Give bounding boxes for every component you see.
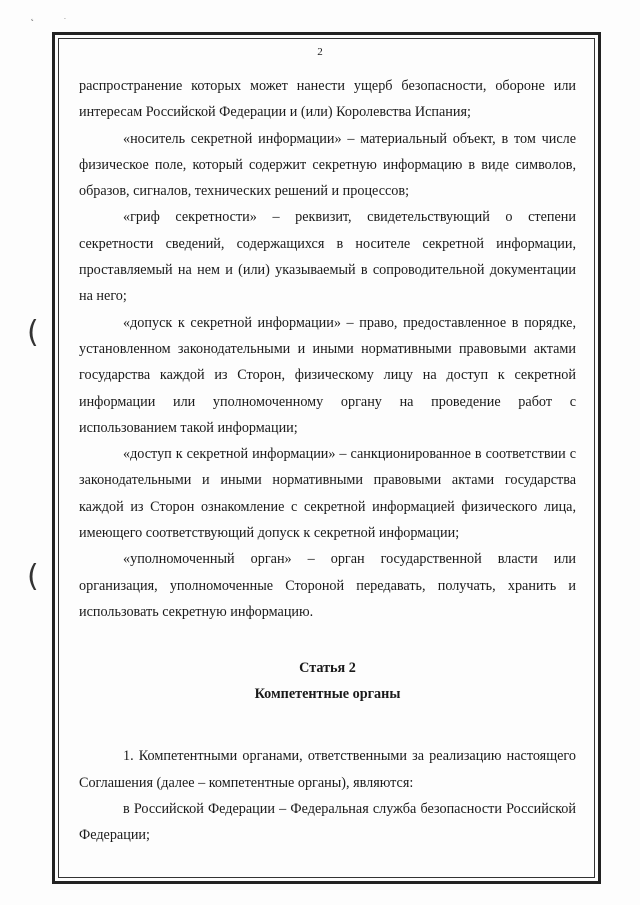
page-number: 2 (317, 46, 323, 58)
definition-paragraph: «гриф секретности» – реквизит, свидетельствующий о степени секретности сведений, содержащихся в носителе секретной информации, проставляемый на нем и (или) указываемый в сопроводительной документации на него; (79, 209, 576, 305)
article-subtitle: Компетентные органы (254, 686, 401, 703)
paragraph: распространение которых может нанести ущерб безопасности, обороне или интересам Российской Федерации и (или) Королевства Испания; (79, 78, 576, 121)
paragraph: 1. Компетентными органами, ответственными за реализацию настоящего Соглашения (далее – компетентные органы), являются: (79, 748, 576, 791)
scan-speck-mark: · (64, 16, 66, 23)
definition-paragraph: «допуск к секретной информации» – право, предоставленное в порядке, установленном законодательными и иными нормативными правовыми актами государства каждой из Сторон, физическому лицу на доступ к секретной информации или уполномоченному органу на проведение работ с использованием такой информации; (79, 314, 576, 436)
definition-paragraph: «доступ к секретной информации» – санкционированное в соответствии с законодательными и иными нормативными правовыми актами государства каждой из Сторон ознакомление с секретной информацией физического лица, имеющего соответствующий допуск к секретной информации; (79, 446, 576, 542)
document-body (79, 73, 576, 848)
definition-paragraph: «носитель секретной информации» – материальный объект, в том числе физическое поле, который содержит секретную информацию в виде символов, образов, сигналов, технических решений и процессов; (79, 130, 576, 200)
scan-speck-mark: ˛ (30, 12, 35, 22)
binder-hole-mark: ( (27, 559, 39, 594)
article-title: Статья 2 (299, 660, 356, 677)
definition-paragraph: «уполномоченный орган» – орган государственной власти или организация, уполномоченные Стороной передавать, получать, хранить и использовать секретную информацию. (79, 551, 576, 620)
paragraph: в Российской Федерации – Федеральная служба безопасности Российской Федерации; (79, 800, 576, 844)
binder-hole-mark: ( (27, 315, 39, 350)
